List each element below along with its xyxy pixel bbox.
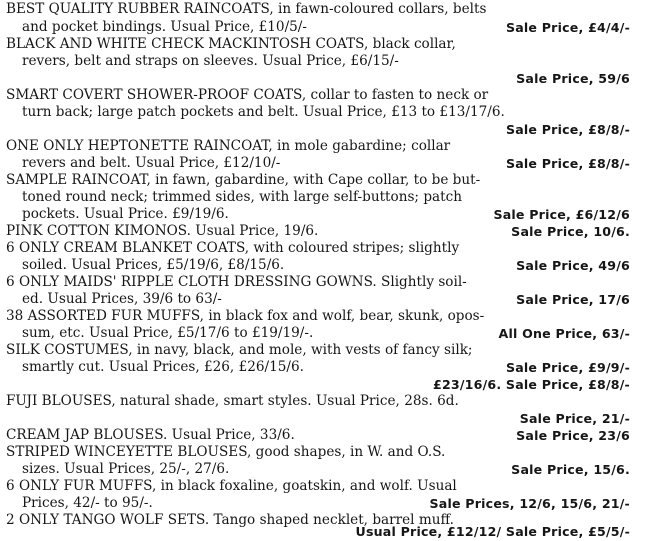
sale-price: Sale Price, 21/- — [519, 411, 630, 426]
item-description: SAMPLE RAINCOAT, in fawn, gabardine, with Cape collar, to be but- — [6, 172, 481, 188]
item-description: 6 ONLY CREAM BLANKET COATS, with coloured stripes; slightly — [6, 240, 460, 256]
item-description: sum, etc. Usual Price, £5/17/6 to £19/19/-. — [22, 325, 314, 341]
item-description: sizes. Usual Prices, 25/-, 27/6. — [22, 461, 230, 477]
item-description: 6 ONLY FUR MUFFS, in black foxaline, goatskin, and wolf. Usual — [6, 478, 457, 494]
sale-price: £23/16/6. Sale Price, £8/8/- — [432, 377, 630, 392]
item-description: ed. Usual Prices, 39/6 to 63/- — [22, 291, 222, 307]
sale-price: Usual Price, £12/12/ Sale Price, £5/5/- — [355, 524, 630, 539]
item-description: and pocket bindings. Usual Price, £10/5/- — [22, 19, 307, 35]
sale-price: Sale Price, £4/4/- — [505, 20, 630, 35]
sale-price: Sale Price, 59/6 — [516, 71, 630, 86]
sale-price: Sale Price, £6/12/6 — [493, 207, 630, 222]
item-description: STRIPED WINCEYETTE BLOUSES, good shapes, in W. and O.S. — [6, 444, 446, 460]
sale-price: Sale Price, £9/9/- — [505, 360, 630, 375]
sale-price: Sale Price, £8/8/- — [505, 122, 630, 137]
sale-price: Sale Price, 23/6 — [516, 428, 630, 443]
item-description: SILK COSTUMES, in navy, black, and mole, with vests of fancy silk; — [6, 342, 473, 358]
sale-price: Sale Price, 15/6. — [511, 462, 630, 477]
sale-price: Sale Price, 10/6. — [511, 224, 630, 239]
item-description: pockets. Usual Price. £9/19/6. — [22, 206, 229, 222]
item-description: CREAM JAP BLOUSES. Usual Price, 33/6. — [6, 427, 295, 443]
sale-price: Sale Price, 49/6 — [516, 258, 630, 273]
item-description: soiled. Usual Prices, £5/19/6, £8/15/6. — [22, 257, 285, 273]
item-description: SMART COVERT SHOWER-PROOF COATS, collar to fasten to neck or — [6, 87, 489, 103]
item-description: 6 ONLY MAIDS' RIPPLE CLOTH DRESSING GOWNS. Slightly soil- — [6, 274, 467, 290]
text-line — [0, 0, 640, 19]
sale-price: Sale Price, £8/8/- — [505, 156, 630, 171]
item-description: smartly cut. Usual Prices, £26, £26/15/6. — [22, 359, 304, 375]
item-description: BEST QUALITY RUBBER RAINCOATS, in fawn-coloured collars, belts — [6, 1, 487, 17]
sale-price: Sale Prices, 12/6, 15/6, 21/- — [429, 496, 630, 511]
item-description: Prices, 42/- to 95/-. — [22, 495, 153, 511]
item-description: toned round neck; trimmed sides, with large self-buttons; patch — [22, 189, 462, 205]
item-description: PINK COTTON KIMONOS. Usual Price, 19/6. — [6, 223, 319, 239]
sale-price: All One Price, 63/- — [498, 326, 630, 341]
item-description: 38 ASSORTED FUR MUFFS, in black fox and wolf, bear, skunk, opos- — [6, 308, 485, 324]
item-description: FUJI BLOUSES, natural shade, smart styles. Usual Price, 28s. 6d. — [6, 393, 459, 409]
item-description: BLACK AND WHITE CHECK MACKINTOSH COATS, black collar, — [6, 36, 456, 52]
item-description: turn back; large patch pockets and belt. Usual Price, £13 to £13/17/6. — [22, 104, 505, 120]
item-description: ONE ONLY HEPTONETTE RAINCOAT, in mole gabardine; collar — [6, 138, 451, 154]
item-description: revers and belt. Usual Price, £12/10/- — [22, 155, 281, 171]
item-description: 2 ONLY TANGO WOLF SETS. Tango shaped necklet, barrel muff. — [6, 512, 454, 528]
sale-price: Sale Price, 17/6 — [516, 292, 630, 307]
text-line — [0, 522, 640, 541]
item-description: revers, belt and straps on sleeves. Usual Price, £6/15/- — [22, 53, 399, 69]
